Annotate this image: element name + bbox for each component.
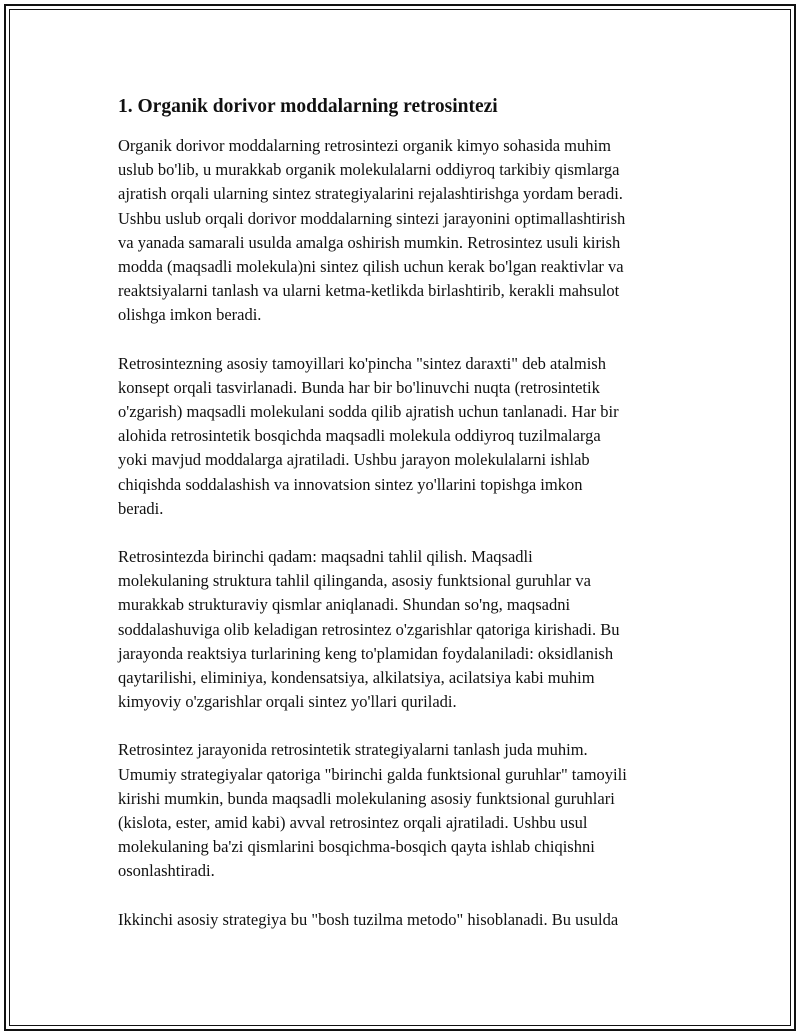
text-line: beradi.: [118, 498, 164, 518]
text-line: jarayonda reaktsiya turlarining keng to'plamidan foydalaniladi: oksidlanish: [118, 643, 614, 663]
text-line: soddalashuviga olib keladigan retrosintez o'zgarishlar qatoriga kirishadi. Bu: [118, 619, 620, 639]
text-line: qaytarilishi, eliminiya, kondensatsiya, alkilatsiya, acilatsiya kabi muhim: [118, 668, 595, 688]
text-line: Organik dorivor moddalarning retrosintezi organik kimyo sohasida muhim: [118, 136, 611, 155]
text-line: alohida retrosintetik bosqichda maqsadli molekula oddiyroq tuzilmalarga: [118, 426, 601, 446]
text-line: molekulaning struktura tahlil qilinganda, asosiy funktsional guruhlar va: [118, 571, 591, 591]
text-line: osonlashtiradi.: [118, 861, 215, 881]
paragraph-3: [118, 545, 708, 714]
text-line: va yanada samarali usulda amalga oshirish mumkin. Retrosintez usuli kirish: [118, 232, 621, 252]
text-line: uslub bo'lib, u murakkab organik molekulalarni oddiyroq tarkibiy qismlarga: [118, 160, 620, 180]
text-line: modda (maqsadli molekula)ni sintez qilish uchun kerak bo'lgan reaktivlar va: [118, 257, 624, 277]
text-line: kirishi mumkin, bunda maqsadli molekulaning asosiy funktsional guruhlari: [118, 788, 615, 808]
text-line: Retrosintezning asosiy tamoyillari ko'pincha "sintez daraxti" deb atalmish: [118, 353, 606, 373]
text-line: ajratish orqali ularning sintez strategiyalarini rejalashtirishga yordam beradi.: [118, 184, 623, 204]
text-line: olishga imkon beradi.: [118, 305, 262, 325]
text-line: reaktsiyalarni tanlash va ularni ketma-ketlikda birlashtirib, kerakli mahsulot: [118, 281, 620, 301]
text-line: kimyoviy o'zgarishlar orqali sintez yo'llari quriladi.: [118, 692, 457, 712]
text-line: Ikkinchi asosiy strategiya bu "bosh tuzilma metodo" hisoblanadi. Bu usulda: [118, 909, 619, 929]
text-line: o'zgarish) maqsadli molekulani sodda qilib ajratish uchun tanlanadi. Har bir: [118, 402, 619, 422]
text-line: yoki mavjud moddalarga ajratiladi. Ushbu jarayon molekulalarni ishlab: [118, 450, 590, 470]
text-line: chiqishda soddalashish va innovatsion sintez yo'llarini topishga imkon: [118, 474, 583, 494]
text-line: Retrosintez jarayonida retrosintetik strategiyalarni tanlash juda muhim.: [118, 740, 588, 760]
text-line: Ushbu uslub orqali dorivor moddalarning sintezi jarayonini optimallashtirish: [118, 208, 626, 228]
text-line: Retrosintezda birinchi qadam: maqsadni tahlil qilish. Maqsadli: [118, 547, 533, 567]
paragraph-5: [118, 908, 708, 932]
text-line: (kislota, ester, amid kabi) avval retrosintez orqali ajratiladi. Ushbu usul: [118, 813, 588, 833]
text-line: murakkab strukturaviy qismlar aniqlanadi. Shundan so'ng, maqsadni: [118, 595, 571, 615]
document-body: [118, 94, 708, 956]
text-line: Umumiy strategiyalar qatoriga "birinchi galda funktsional guruhlar" tamoyili: [118, 764, 627, 784]
paragraph-2: [118, 352, 708, 521]
paragraph-4: [118, 738, 708, 883]
text-line: molekulaning ba'zi qismlarini bosqichma-bosqich qayta ishlab chiqishni: [118, 837, 595, 857]
section-title: 1. Organik dorivor moddalarning retrosintezi: [118, 96, 498, 117]
paragraph-1: [118, 134, 708, 328]
text-line: konsept orqali tasvirlanadi. Bunda har bir bo'linuvchi nuqta (retrosintetik: [118, 377, 600, 397]
